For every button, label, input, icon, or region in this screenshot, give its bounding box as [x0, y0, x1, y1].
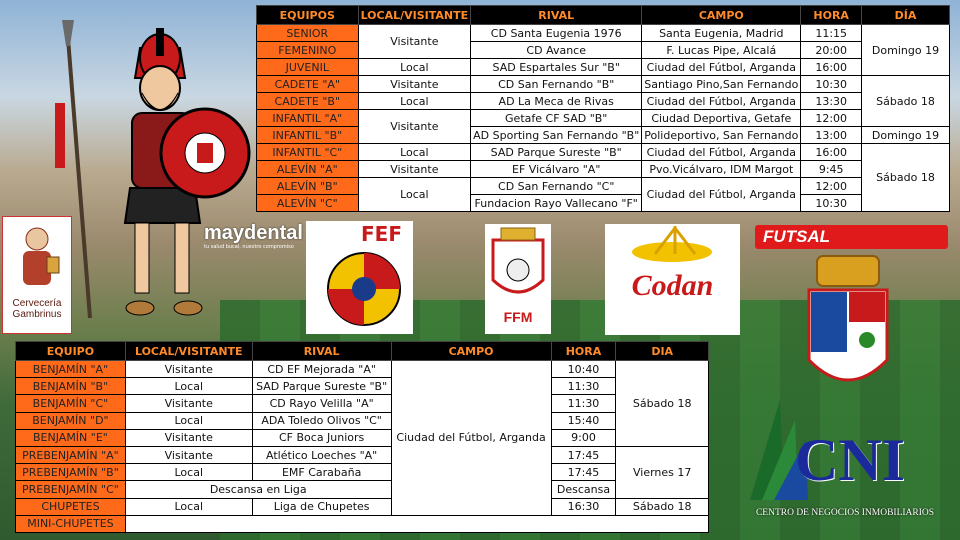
team-cell: CADETE "B"	[257, 93, 359, 110]
campo-cell: Ciudad del Fútbol, Arganda	[642, 59, 801, 76]
table-row	[16, 446, 709, 463]
table-header-row	[257, 6, 950, 25]
hora-cell: 12:00	[801, 178, 862, 195]
col-header: RIVAL	[471, 6, 642, 25]
col-header: EQUIPOS	[257, 6, 359, 25]
cni-tagline: CENTRO DE NEGOCIOS INMOBILIARIOS	[755, 508, 935, 518]
table-row	[16, 481, 709, 498]
table-row	[16, 412, 709, 429]
maydental-tagline: tu salud bucal, nuestro compromiso	[204, 244, 294, 250]
team-cell: PREBENJAMÍN "A"	[16, 446, 126, 463]
team-cell: BENJAMÍN "B"	[16, 378, 126, 395]
rival-cell: CD EF Mejorada "A"	[252, 361, 391, 378]
local-cell: Local	[358, 144, 471, 161]
local-cell: Visitante	[358, 25, 471, 59]
cni-name: CNI	[795, 427, 906, 493]
rival-cell: SAD Parque Sureste "B"	[252, 378, 391, 395]
team-cell: SENIOR	[257, 25, 359, 42]
table-row	[16, 498, 709, 515]
hora-cell: 13:30	[801, 93, 862, 110]
table-row	[257, 178, 950, 195]
team-cell: INFANTIL "B"	[257, 127, 359, 144]
local-cell: Visitante	[358, 110, 471, 144]
rfef-logo	[306, 221, 413, 334]
table-row	[16, 464, 709, 481]
rival-cell: CF Boca Juniors	[252, 429, 391, 446]
local-cell: Visitante	[358, 161, 471, 178]
rival-cell: CD San Fernando "C"	[471, 178, 642, 195]
col-header: RIVAL	[252, 342, 391, 361]
team-cell: ALEVÍN "C"	[257, 195, 359, 212]
team-cell: BENJAMÍN "C"	[16, 395, 126, 412]
futsal-logo	[755, 225, 948, 249]
hora-cell: 9:45	[801, 161, 862, 178]
local-cell: Local	[125, 378, 252, 395]
local-cell: Visitante	[125, 446, 252, 463]
campo-cell: Pvo.Vicálvaro, IDM Margot	[642, 161, 801, 178]
dia-cell: Sábado 18	[862, 76, 950, 127]
local-cell: Visitante	[125, 429, 252, 446]
cni-logo	[740, 400, 950, 525]
schedule-table-top	[256, 5, 950, 212]
table-row	[257, 161, 950, 178]
table-row	[257, 93, 950, 110]
rival-cell: AD La Meca de Rivas	[471, 93, 642, 110]
brewer-icon	[7, 221, 67, 293]
col-header: LOCAL/VISITANTE	[358, 6, 471, 25]
campo-cell: Ciudad del Fútbol, Arganda	[642, 144, 801, 161]
team-cell: CADETE "A"	[257, 76, 359, 93]
hora-cell: 13:00	[801, 127, 862, 144]
empty-cell	[125, 515, 708, 532]
rival-cell: Fundacion Rayo Vallecano "F"	[471, 195, 642, 212]
hora-cell: 17:45	[551, 446, 616, 463]
campo-cell: Ciudad Deportiva, Getafe	[642, 110, 801, 127]
warrior-mascot	[40, 18, 255, 330]
table-row	[257, 144, 950, 161]
table-header-row	[16, 342, 709, 361]
team-cell: BENJAMÍN "E"	[16, 429, 126, 446]
rival-cell: CD San Fernando "B"	[471, 76, 642, 93]
table-row	[257, 25, 950, 42]
team-cell: FEMENINO	[257, 42, 359, 59]
team-cell: BENJAMÍN "D"	[16, 412, 126, 429]
local-cell: Visitante	[125, 361, 252, 378]
local-cell: Local	[358, 178, 471, 212]
rival-cell: EMF Carabaña	[252, 464, 391, 481]
rival-cell: CD Avance	[471, 42, 642, 59]
local-cell: Local	[358, 59, 471, 76]
col-header: CAMPO	[642, 6, 801, 25]
team-cell: PREBENJAMÍN "C"	[16, 481, 126, 498]
rival-cell: CD Santa Eugenia 1976	[471, 25, 642, 42]
maydental-name: maydental	[204, 222, 303, 244]
col-header: HORA	[551, 342, 616, 361]
schedule-table-bottom	[15, 341, 709, 533]
note-cell: Descansa en Liga	[125, 481, 391, 498]
local-cell: Local	[125, 464, 252, 481]
col-header: LOCAL/VISITANTE	[125, 342, 252, 361]
rfef-crest-icon	[306, 221, 413, 334]
ffm-name: FFM	[503, 309, 533, 325]
dia-cell: Sábado 18	[616, 361, 709, 447]
gambrinus-name: Cervecería Gambrinus	[12, 298, 62, 320]
hora-cell: 11:30	[551, 378, 616, 395]
campo-cell: Ciudad del Fútbol, Arganda	[642, 93, 801, 110]
table-row	[257, 110, 950, 127]
local-cell: Visitante	[125, 395, 252, 412]
dia-cell: Domingo 19	[862, 127, 950, 144]
local-cell: Local	[125, 412, 252, 429]
campo-cell: Ciudad del Fútbol, Arganda	[391, 361, 551, 516]
maydental-logo	[204, 222, 306, 254]
table-row	[257, 59, 950, 76]
col-header: EQUIPO	[16, 342, 126, 361]
local-cell: Local	[125, 498, 252, 515]
team-cell: BENJAMÍN "A"	[16, 361, 126, 378]
futsal-name: FUTSAL	[763, 227, 831, 246]
team-cell: MINI-CHUPETES	[16, 515, 126, 532]
hora-cell: 16:00	[801, 59, 862, 76]
hora-cell: 10:40	[551, 361, 616, 378]
campo-cell: Santa Eugenia, Madrid	[642, 25, 801, 42]
rival-cell: AD Sporting San Fernando "B"	[471, 127, 642, 144]
team-cell: INFANTIL "A"	[257, 110, 359, 127]
hora-cell: 12:00	[801, 110, 862, 127]
table-row	[257, 76, 950, 93]
campo-cell: F. Lucas Pipe, Alcalá	[642, 42, 801, 59]
rival-cell: CD Rayo Velilla "A"	[252, 395, 391, 412]
rival-cell: Liga de Chupetes	[252, 498, 391, 515]
team-cell: JUVENIL	[257, 59, 359, 76]
town-coat-of-arms	[803, 250, 893, 400]
rival-cell: ADA Toledo Olivos "C"	[252, 412, 391, 429]
campo-cell: Polideportivo, San Fernando	[642, 127, 801, 144]
team-cell: ALEVÍN "A"	[257, 161, 359, 178]
hora-cell: Descansa	[551, 481, 616, 498]
rival-cell: Getafe CF SAD "B"	[471, 110, 642, 127]
dia-cell: Sábado 18	[862, 144, 950, 212]
team-cell: INFANTIL "C"	[257, 144, 359, 161]
hora-cell: 11:30	[551, 395, 616, 412]
hora-cell: 20:00	[801, 42, 862, 59]
hora-cell: 9:00	[551, 429, 616, 446]
wheat-icon	[605, 224, 740, 264]
codan-logo	[605, 224, 740, 335]
rival-cell: SAD Espartales Sur "B"	[471, 59, 642, 76]
col-header: HORA	[801, 6, 862, 25]
svg-text:FEF: FEF	[361, 222, 402, 246]
table-row	[16, 429, 709, 446]
local-cell: Local	[358, 93, 471, 110]
team-cell: CHUPETES	[16, 498, 126, 515]
local-cell: Visitante	[358, 76, 471, 93]
ffm-crest-icon	[485, 224, 551, 304]
gambrinus-logo	[2, 216, 72, 334]
codan-name: Codan	[631, 269, 714, 302]
hora-cell: 11:15	[801, 25, 862, 42]
dia-cell: Domingo 19	[862, 25, 950, 76]
team-cell: ALEVÍN "B"	[257, 178, 359, 195]
hora-cell: 15:40	[551, 412, 616, 429]
table-row	[16, 361, 709, 378]
hora-cell: 16:00	[801, 144, 862, 161]
dia-cell: Sábado 18	[616, 498, 709, 515]
team-cell: PREBENJAMÍN "B"	[16, 464, 126, 481]
campo-cell: Ciudad del Fútbol, Arganda	[642, 178, 801, 212]
col-header: DIA	[616, 342, 709, 361]
hora-cell: 16:30	[551, 498, 616, 515]
ffm-logo	[485, 224, 551, 334]
rival-cell: EF Vicálvaro "A"	[471, 161, 642, 178]
rival-cell: Atlético Loeches "A"	[252, 446, 391, 463]
hora-cell: 10:30	[801, 195, 862, 212]
table-row	[16, 395, 709, 412]
hora-cell: 10:30	[801, 76, 862, 93]
table-row	[16, 515, 709, 532]
col-header: CAMPO	[391, 342, 551, 361]
table-row	[16, 378, 709, 395]
dia-cell: Viernes 17	[616, 446, 709, 498]
hora-cell: 17:45	[551, 464, 616, 481]
campo-cell: Santiago Pino,San Fernando	[642, 76, 801, 93]
col-header: DÍA	[862, 6, 950, 25]
rival-cell: SAD Parque Sureste "B"	[471, 144, 642, 161]
